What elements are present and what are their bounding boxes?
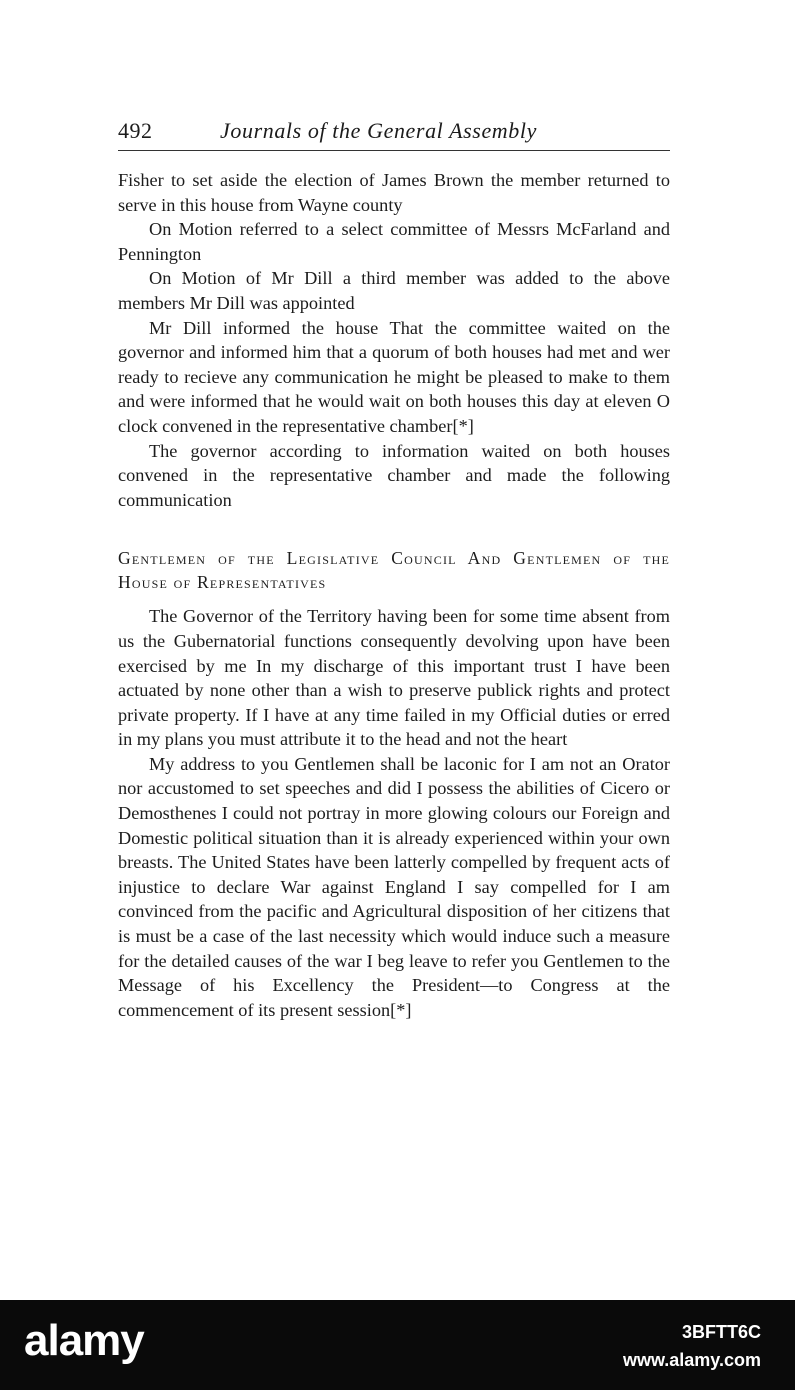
paragraph: Fisher to set aside the election of James Brown the member returned to serve in this house from Wayne county (118, 170, 670, 215)
address-salutation: Gentlemen of the Legislative Council And Gentlemen of the House of Representatives (118, 548, 670, 593)
paragraph: Mr Dill informed the house That the committee waited on the governor and informed him that a quorum of both houses had met and wer ready to recieve any communication he might be pleased to make to them and were informed that he would wait on both houses this day at eleven O clock convened in the representative chamber[*] (118, 317, 670, 436)
watermark-image-id: 3BFTT6C (681, 1322, 761, 1342)
paragraph: The governor according to information waited on both houses convened in the representative chamber and made the following communication (118, 440, 670, 510)
watermark-logo: alamy (24, 1316, 144, 1365)
running-title: Journals of the General Assembly (220, 118, 537, 143)
address-paragraph: My address to you Gentlemen shall be laconic for I am not an Orator nor accustomed to set speeches and did I possess the abilities of Cicero or Demosthenes I could not portray in more glowing colours our Foreign and Domestic political situation than it is already experienced within your own breasts. The United States have been latterly compelled by frequent acts of injustice to declare War against England I say compelled for I am convinced from the pacific and Agricultural disposition of her citizens that is must be a case of the last necessity which would induce such a measure for the detailed causes of the war I beg leave to refer you Gentlemen to the Message of his Excellency the President—to Congress at the commencement of its present session[*] (118, 753, 670, 1020)
watermark-site: www.alamy.com (622, 1350, 761, 1370)
paragraph: On Motion of Mr Dill a third member was added to the above members Mr Dill was appointed (118, 268, 670, 313)
page-number: 492 (118, 118, 153, 143)
paragraph: On Motion referred to a select committee of Messrs McFarland and Pennington (118, 219, 670, 264)
address-paragraph: The Governor of the Territory having been for some time absent from us the Gubernatorial functions consequently devolving upon have been exercised by me In my discharge of this important trust I have been actuated by none other than a wish to preserve publick rights and protect private property. If I have at any time failed in my Official duties or erred in my plans you must attribute it to the head and not the heart (118, 606, 670, 750)
watermark-banner (0, 1300, 795, 1390)
page-header (118, 116, 670, 151)
body-text (118, 168, 670, 1022)
